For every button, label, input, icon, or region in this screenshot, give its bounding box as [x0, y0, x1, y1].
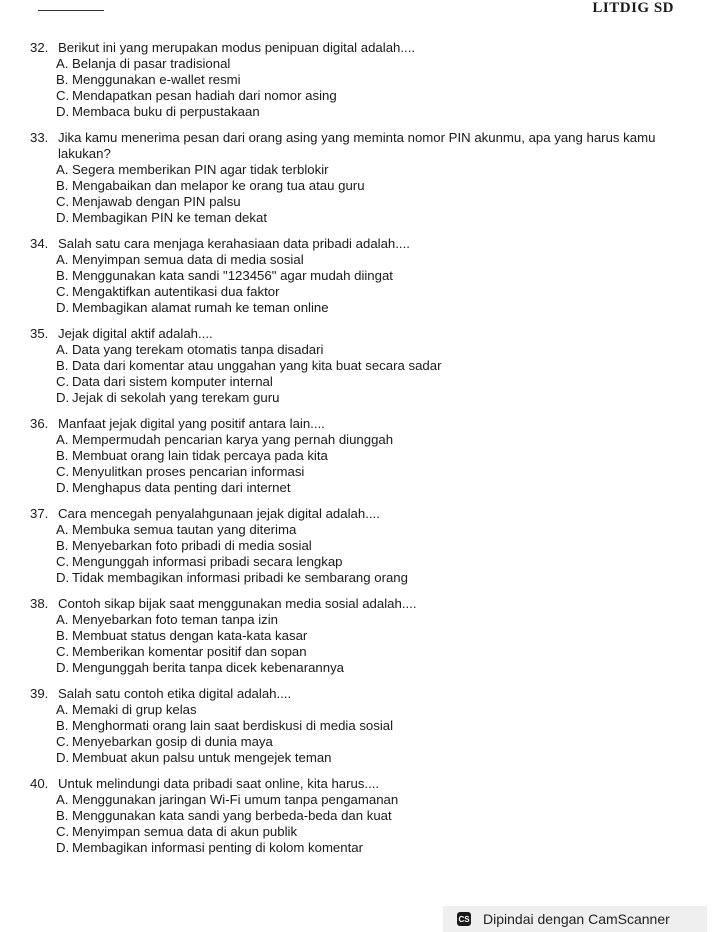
option-text: Segera memberikan PIN agar tidak terblokir: [72, 162, 329, 177]
option-letter: B.: [56, 718, 69, 733]
option-letter: A.: [56, 56, 69, 71]
option-letter: D.: [56, 840, 70, 855]
option-list: [30, 792, 690, 856]
option-text: Menggunakan kata sandi yang berbeda-beda dan kuat: [72, 808, 392, 823]
option-letter: B.: [56, 628, 69, 643]
option-d: [56, 840, 690, 856]
option-letter: C.: [56, 734, 70, 749]
option-letter: D.: [56, 210, 70, 225]
option-d: [56, 480, 690, 496]
option-letter: D.: [56, 390, 70, 405]
option-a: [56, 792, 690, 808]
option-text: Data dari sistem komputer internal: [72, 374, 273, 389]
option-letter: C.: [56, 644, 70, 659]
option-text: Membagikan informasi penting di kolom komentar: [72, 840, 363, 855]
question-34: [30, 236, 690, 316]
option-d: [56, 660, 690, 676]
option-text: Membuat orang lain tidak percaya pada kita: [72, 448, 328, 463]
option-text: Menggunakan e-wallet resmi: [72, 72, 241, 87]
option-c: [56, 824, 690, 840]
question-number: 32.: [30, 40, 49, 55]
option-text: Mengaktifkan autentikasi dua faktor: [72, 284, 280, 299]
option-text: Data yang terekam otomatis tanpa disadari: [72, 342, 324, 357]
option-text: Menggunakan kata sandi "123456" agar mudah diingat: [72, 268, 393, 283]
option-letter: A.: [56, 702, 69, 717]
question-number: 37.: [30, 506, 49, 521]
option-letter: B.: [56, 538, 69, 553]
option-c: [56, 374, 690, 390]
option-letter: B.: [56, 808, 69, 823]
option-b: [56, 72, 690, 88]
option-list: [30, 342, 690, 406]
option-a: [56, 522, 690, 538]
option-d: [56, 570, 690, 586]
question-33: [30, 130, 690, 226]
option-text: Menghapus data penting dari internet: [72, 480, 291, 495]
question-text: Jejak digital aktif adalah....: [58, 326, 213, 341]
option-letter: C.: [56, 824, 70, 839]
question-stem: [30, 130, 690, 162]
question-text: Cara mencegah penyalahgunaan jejak digital adalah....: [58, 506, 380, 521]
header-rule: [38, 10, 104, 11]
scanner-watermark: [443, 906, 707, 932]
option-letter: A.: [56, 792, 69, 807]
option-b: [56, 358, 690, 374]
question-number: 33.: [30, 130, 49, 145]
option-text: Membaca buku di perpustakaan: [72, 104, 260, 119]
question-37: [30, 506, 690, 586]
question-stem: [30, 40, 690, 56]
option-b: [56, 538, 690, 554]
question-text: Berikut ini yang merupakan modus penipuan digital adalah....: [58, 40, 416, 55]
question-stem: [30, 416, 690, 432]
option-letter: C.: [56, 88, 70, 103]
option-a: [56, 432, 690, 448]
option-text: Mendapatkan pesan hadiah dari nomor asing: [72, 88, 337, 103]
option-letter: A.: [56, 252, 69, 267]
option-list: [30, 432, 690, 496]
option-c: [56, 734, 690, 750]
option-a: [56, 702, 690, 718]
option-letter: A.: [56, 612, 69, 627]
option-text: Tidak membagikan informasi pribadi ke sembarang orang: [72, 570, 408, 585]
question-40: [30, 776, 690, 856]
option-list: [30, 162, 690, 226]
option-text: Membuka semua tautan yang diterima: [72, 522, 297, 537]
option-list: [30, 56, 690, 120]
option-b: [56, 718, 690, 734]
question-number: 40.: [30, 776, 49, 791]
question-number: 36.: [30, 416, 49, 431]
option-text: Membagikan PIN ke teman dekat: [72, 210, 267, 225]
option-text: Menyulitkan proses pencarian informasi: [72, 464, 305, 479]
option-d: [56, 750, 690, 766]
option-text: Membuat status dengan kata-kata kasar: [72, 628, 308, 643]
option-letter: D.: [56, 750, 70, 765]
option-text: Jejak di sekolah yang terekam guru: [72, 390, 280, 405]
question-number: 39.: [30, 686, 49, 701]
option-b: [56, 628, 690, 644]
option-text: Belanja di pasar tradisional: [72, 56, 231, 71]
option-a: [56, 162, 690, 178]
option-letter: C.: [56, 464, 70, 479]
option-d: [56, 210, 690, 226]
question-stem: [30, 326, 690, 342]
question-stem: [30, 596, 690, 612]
option-c: [56, 88, 690, 104]
question-38: [30, 596, 690, 676]
option-text: Mengabaikan dan melapor ke orang tua atau guru: [72, 178, 365, 193]
question-list: [30, 30, 690, 856]
question-text: Salah satu cara menjaga kerahasiaan data pribadi adalah....: [58, 236, 410, 251]
option-letter: A.: [56, 522, 69, 537]
option-a: [56, 252, 690, 268]
option-text: Memberikan komentar positif dan sopan: [72, 644, 307, 659]
question-text: Contoh sikap bijak saat menggunakan media sosial adalah....: [58, 596, 417, 611]
option-letter: A.: [56, 342, 69, 357]
option-d: [56, 390, 690, 406]
question-text: Untuk melindungi data pribadi saat online, kita harus....: [58, 776, 380, 791]
option-letter: C.: [56, 374, 70, 389]
question-stem: [30, 776, 690, 792]
option-letter: D.: [56, 104, 70, 119]
option-letter: D.: [56, 300, 70, 315]
option-letter: A.: [56, 162, 69, 177]
option-text: Menyimpan semua data di akun publik: [72, 824, 298, 839]
option-letter: B.: [56, 268, 69, 283]
option-c: [56, 194, 690, 210]
option-c: [56, 284, 690, 300]
question-stem: [30, 686, 690, 702]
option-d: [56, 104, 690, 120]
option-text: Menyimpan semua data di media sosial: [72, 252, 304, 267]
option-list: [30, 702, 690, 766]
option-text: Memaki di grup kelas: [72, 702, 197, 717]
option-d: [56, 300, 690, 316]
option-c: [56, 464, 690, 480]
option-list: [30, 522, 690, 586]
option-letter: D.: [56, 480, 70, 495]
option-text: Mengunggah berita tanpa dicek kebenarannya: [72, 660, 345, 675]
option-letter: B.: [56, 178, 69, 193]
option-list: [30, 612, 690, 676]
option-b: [56, 448, 690, 464]
page-title: LITDIG SD: [592, 0, 674, 16]
question-stem: [30, 236, 690, 252]
question-39: [30, 686, 690, 766]
question-number: 35.: [30, 326, 49, 341]
option-b: [56, 808, 690, 824]
option-a: [56, 56, 690, 72]
option-letter: C.: [56, 284, 70, 299]
question-32: [30, 40, 690, 120]
option-text: Mempermudah pencarian karya yang pernah diunggah: [72, 432, 394, 447]
option-text: Membagikan alamat rumah ke teman online: [72, 300, 329, 315]
option-text: Membuat akun palsu untuk mengejek teman: [72, 750, 332, 765]
scanner-label: Dipindai dengan CamScanner: [483, 911, 670, 927]
option-text: Menyebarkan gosip di dunia maya: [72, 734, 273, 749]
option-b: [56, 178, 690, 194]
option-letter: C.: [56, 194, 70, 209]
option-letter: D.: [56, 660, 70, 675]
option-text: Menjawab dengan PIN palsu: [72, 194, 241, 209]
option-text: Menghormati orang lain saat berdiskusi di media sosial: [72, 718, 394, 733]
option-a: [56, 612, 690, 628]
option-letter: D.: [56, 570, 70, 585]
question-text: Manfaat jejak digital yang positif antara lain....: [58, 416, 325, 431]
question-36: [30, 416, 690, 496]
question-35: [30, 326, 690, 406]
question-text: Jika kamu menerima pesan dari orang asing yang meminta nomor PIN akunmu, apa yang harus kamu lakukan?: [58, 130, 656, 161]
option-a: [56, 342, 690, 358]
question-stem: [30, 506, 690, 522]
question-number: 38.: [30, 596, 49, 611]
camscanner-logo-icon: CS: [457, 912, 471, 926]
option-c: [56, 554, 690, 570]
option-list: [30, 252, 690, 316]
option-text: Menyebarkan foto teman tanpa izin: [72, 612, 278, 627]
option-letter: B.: [56, 448, 69, 463]
option-c: [56, 644, 690, 660]
question-text: Salah satu contoh etika digital adalah....: [58, 686, 292, 701]
option-letter: A.: [56, 432, 69, 447]
option-text: Menggunakan jaringan Wi-Fi umum tanpa pengamanan: [72, 792, 399, 807]
question-number: 34.: [30, 236, 49, 251]
option-text: Mengunggah informasi pribadi secara lengkap: [72, 554, 343, 569]
option-b: [56, 268, 690, 284]
option-letter: C.: [56, 554, 70, 569]
option-letter: B.: [56, 72, 69, 87]
option-text: Menyebarkan foto pribadi di media sosial: [72, 538, 312, 553]
option-text: Data dari komentar atau unggahan yang kita buat secara sadar: [72, 358, 442, 373]
option-letter: B.: [56, 358, 69, 373]
